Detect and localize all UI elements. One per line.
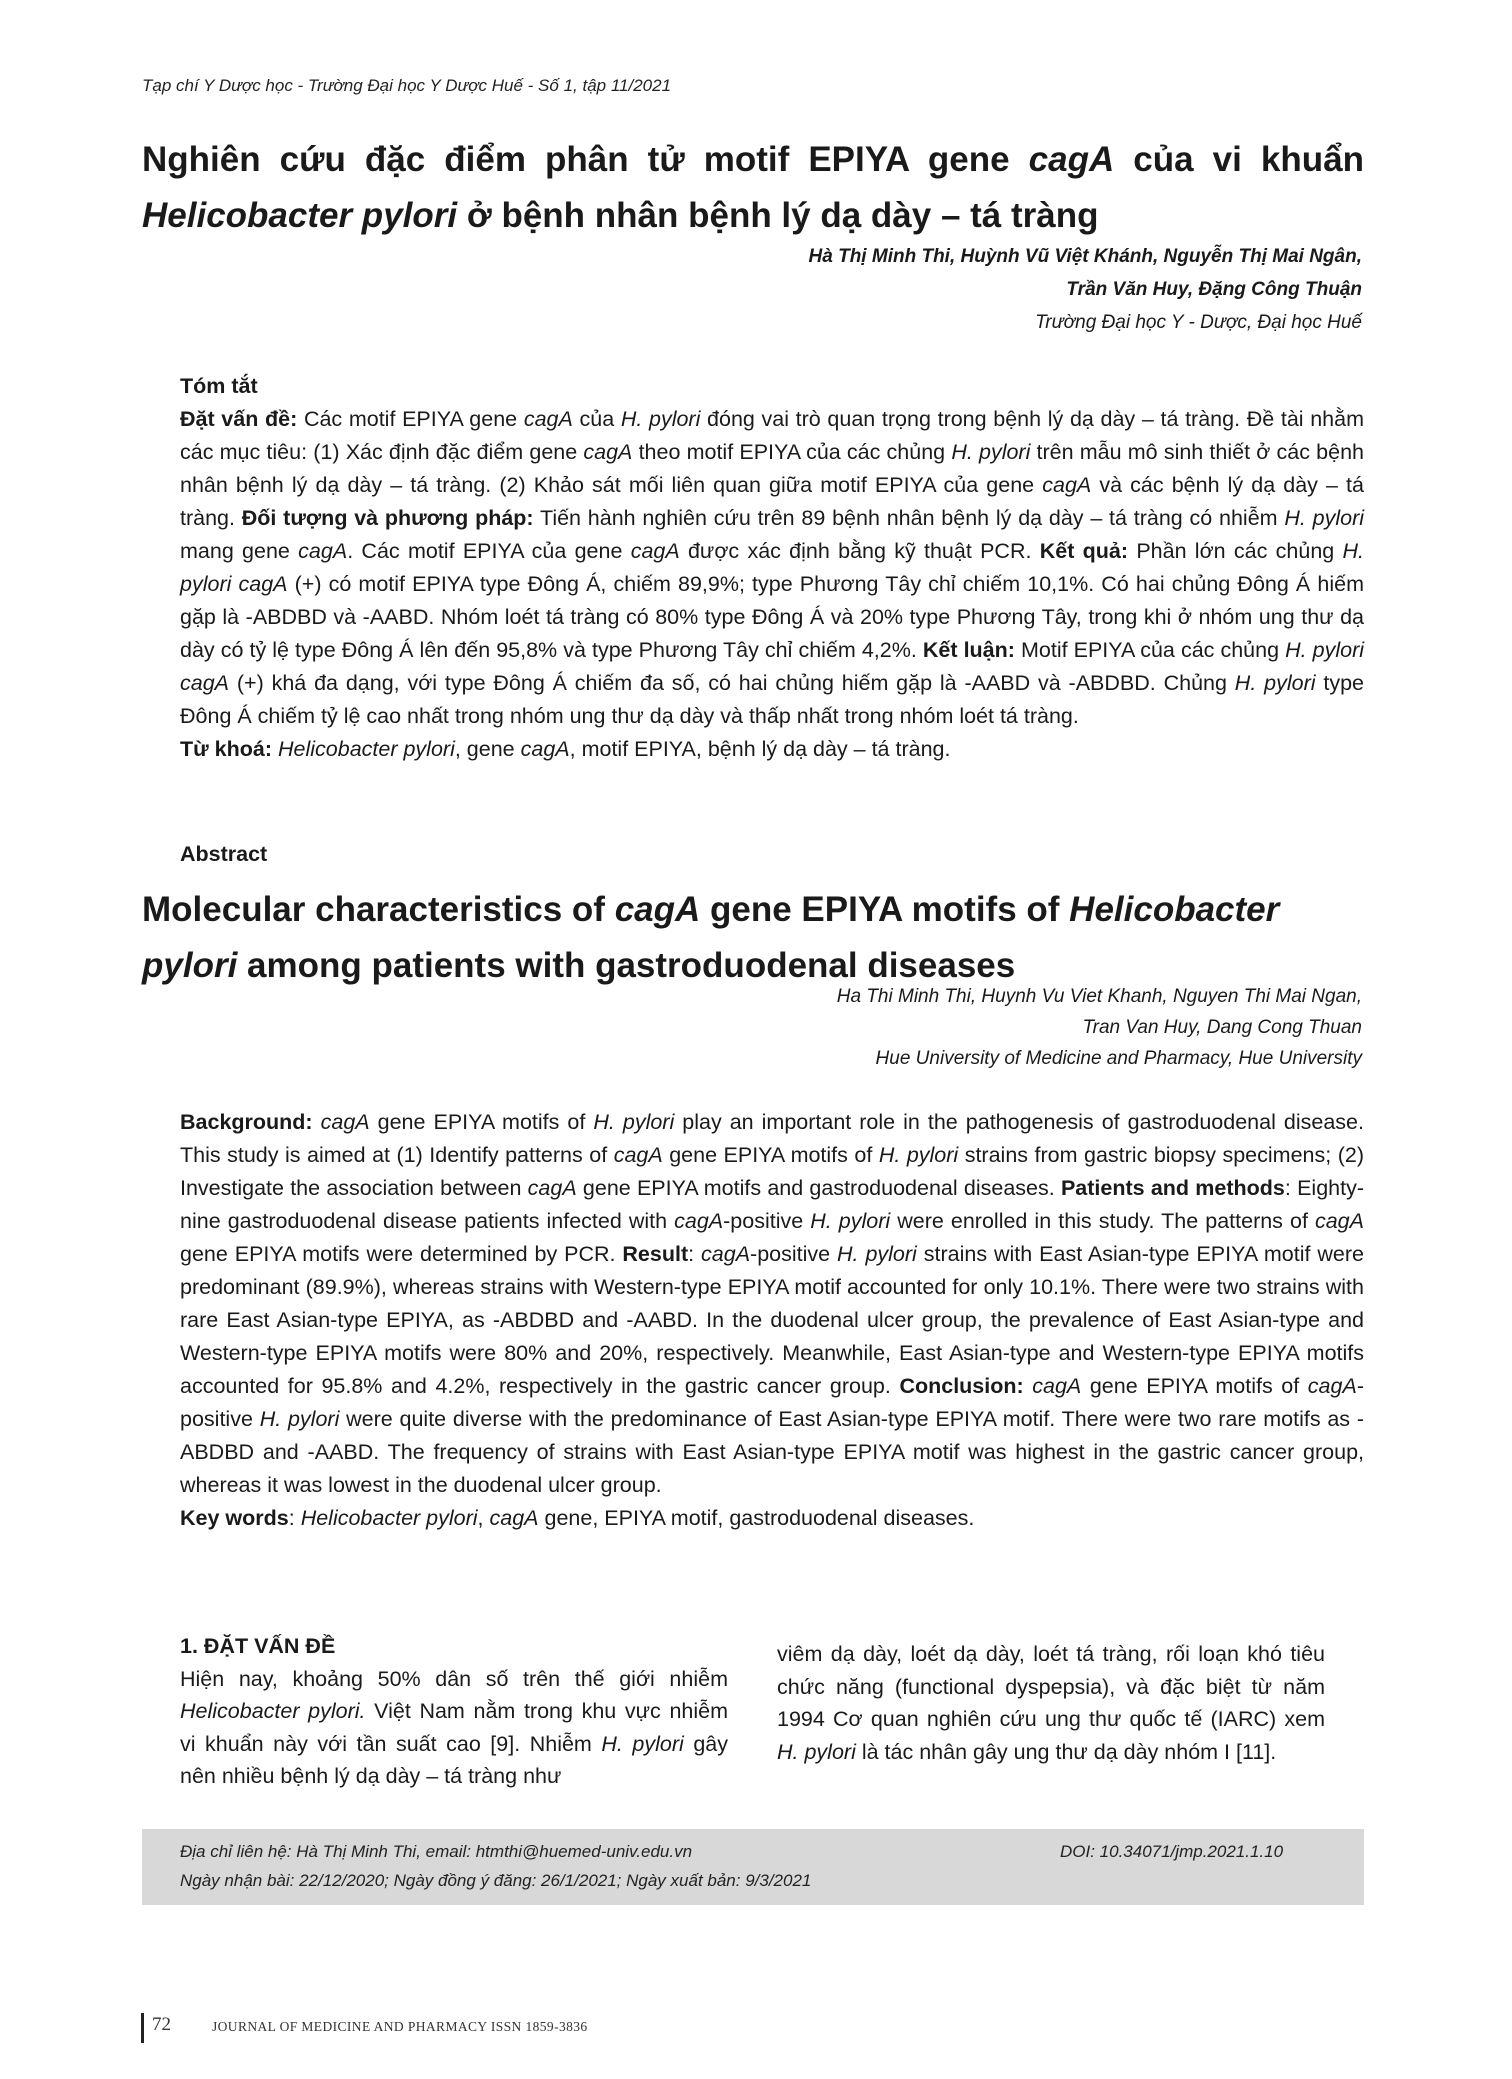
vn-authors-line1: Hà Thị Minh Thi, Huỳnh Vũ Việt Khánh, Nguyễn Thị Mai Ngân, — [808, 246, 1362, 267]
vn-summary — [180, 370, 1364, 766]
en-abstract — [180, 1106, 1364, 1535]
section1-right-column — [777, 1638, 1325, 1768]
vn-summary-paragraph: Đặt vấn đề: Các motif EPIYA gene cagA của H. pylori đóng vai trò quan trọng trong bệnh lý dạ dày – tá tràng. Đề tài nhằm các mục tiêu: (1) Xác định đặc điểm gene cagA theo motif EPIYA của các chủng H. pylori trên mẫu mô sinh thiết ở các bệnh nhân bệnh lý dạ dày – tá tràng. (2) Khảo sát mối liên quan giữa motif EPIYA của gene cagA và các bệnh lý dạ dày – tá tràng. Đối tượng và phương pháp: Tiến hành nghiên cứu trên 89 bệnh nhân bệnh lý dạ dày – tá tràng có nhiễm H. pylori mang gene cagA. Các motif EPIYA của gene cagA được xác định bằng kỹ thuật PCR. Kết quả: Phần lớn các chủng H. pylori cagA (+) có motif EPIYA type Đông Á, chiếm 89,9%; type Phương Tây chỉ chiếm 10,1%. Có hai chủng Đông Á hiếm gặp là -ABDBD và -AABD. Nhóm loét tá tràng có 80% type Đông Á và 20% type Phương Tây, trong khi ở nhóm ung thư dạ dày có tỷ lệ type Đông Á lên đến 95,8% và type Phương Tây chỉ chiếm 4,2%. Kết luận: Motif EPIYA của các chủng H. pylori cagA (+) khá đa dạng, với type Đông Á chiếm đa số, có hai chủng hiếm gặp là -AABD và -ABDBD. Chủng H. pylori type Đông Á chiếm tỷ lệ cao nhất trong nhóm ung thư dạ dày và thấp nhất trong nhóm loét tá tràng. — [180, 407, 1365, 728]
vn-affiliation: Trường Đại học Y - Dược, Đại học Huế — [1035, 312, 1362, 333]
vietnamese-title: Nghiên cứu đặc điểm phân tử motif EPIYA gene cagA của vi khuẩn Helicobacter pylori ở bệnh nhân bệnh lý dạ dày – tá tràng — [142, 140, 1364, 235]
abstract-heading: Abstract — [180, 842, 268, 866]
publication-dates: Ngày nhận bài: 22/12/2020; Ngày đồng ý đăng: 26/1/2021; Ngày xuất bản: 9/3/2021 — [180, 1871, 812, 1890]
vn-authors-line2: Trần Văn Huy, Đặng Công Thuận — [1066, 279, 1362, 300]
en-affiliation: Hue University of Medicine and Pharmacy, Hue University — [875, 1048, 1362, 1069]
page-number-bar — [141, 2013, 144, 2043]
en-authors-line1: Ha Thi Minh Thi, Huynh Vu Viet Khanh, Nguyen Thi Mai Ngan, — [836, 986, 1362, 1007]
en-abstract-paragraph: Background: cagA gene EPIYA motifs of H. pylori play an important role in the pathogenesis of gastroduodenal disease. This study is aimed at (1) Identify patterns of cagA gene EPIYA motifs of H. pylori strains from gastric biopsy specimens; (2) Investigate the association between cagA gene EPIYA motifs and gastroduodenal diseases. Patients and methods: Eighty-nine gastroduodenal disease patients infected with cagA-positive H. pylori were enrolled in this study. The patterns of cagA gene EPIYA motifs were determined by PCR. Result: cagA-positive H. pylori strains with East Asian-type EPIYA motif were predominant (89.9%), whereas strains with Western-type EPIYA motif accounted for only 10.1%. There were two strains with rare East Asian-type EPIYA, as -ABDBD and -AABD. In the duodenal ulcer group, the prevalence of East Asian-type and Western-type EPIYA motifs were 80% and 20%, respectively. Meanwhile, East Asian-type and Western-type EPIYA motifs accounted for 95.8% and 4.2%, respectively in the gastric cancer group. Conclusion: cagA gene EPIYA motifs of cagA-positive H. pylori were quite diverse with the predominance of East Asian-type EPIYA motif. There were two rare motifs as -ABDBD and -AABD. The frequency of strains with East Asian-type EPIYA motif was highest in the gastric cancer group, whereas it was lowest in the duodenal ulcer group. — [180, 1110, 1365, 1497]
doi: DOI: 10.34071/jmp.2021.1.10 — [1060, 1842, 1284, 1861]
en-authors-line2: Tran Van Huy, Dang Cong Thuan — [1082, 1017, 1362, 1038]
correspondence-box — [142, 1829, 1364, 1905]
summary-heading: Tóm tắt — [180, 374, 258, 398]
section1-left-column — [180, 1630, 728, 1793]
section1-heading: 1. ĐẶT VẤN ĐỀ — [180, 1634, 336, 1658]
journal-footer: JOURNAL OF MEDICINE AND PHARMACY ISSN 1859-3836 — [212, 2019, 588, 2034]
section1-right-paragraph: viêm dạ dày, loét dạ dày, loét tá tràng, rối loạn khó tiêu chức năng (functional dyspepsia), và đặc biệt từ năm 1994 Cơ quan nghiên cứu ung thư quốc tế (IARC) xem H. pylori là tác nhân gây ung thư dạ dày nhóm I [11]. — [777, 1642, 1325, 1764]
page-number: 72 — [152, 2014, 171, 2035]
vn-keywords: Từ khoá: Helicobacter pylori, gene cagA, motif EPIYA, bệnh lý dạ dày – tá tràng. — [180, 737, 951, 761]
contact-address: Địa chỉ liên hệ: Hà Thị Minh Thi, email: htmthi@huemed-univ.edu.vn — [180, 1842, 693, 1861]
en-keywords: Key words: Helicobacter pylori, cagA gene, EPIYA motif, gastroduodenal diseases. — [180, 1506, 975, 1530]
section1-left-paragraph: Hiện nay, khoảng 50% dân số trên thế giới nhiễm Helicobacter pylori. Việt Nam nằm trong khu vực nhiễm vi khuẩn này với tần suất cao [9]. Nhiễm H. pylori gây nên nhiều bệnh lý dạ dày – tá tràng như — [180, 1666, 729, 1789]
english-title: Molecular characteristics of cagA gene EPIYA motifs of Helicobacter pylori among patients with gastroduodenal diseases — [142, 890, 1280, 985]
journal-header: Tạp chí Y Dược học - Trường Đại học Y Dược Huế - Số 1, tập 11/2021 — [142, 76, 672, 95]
